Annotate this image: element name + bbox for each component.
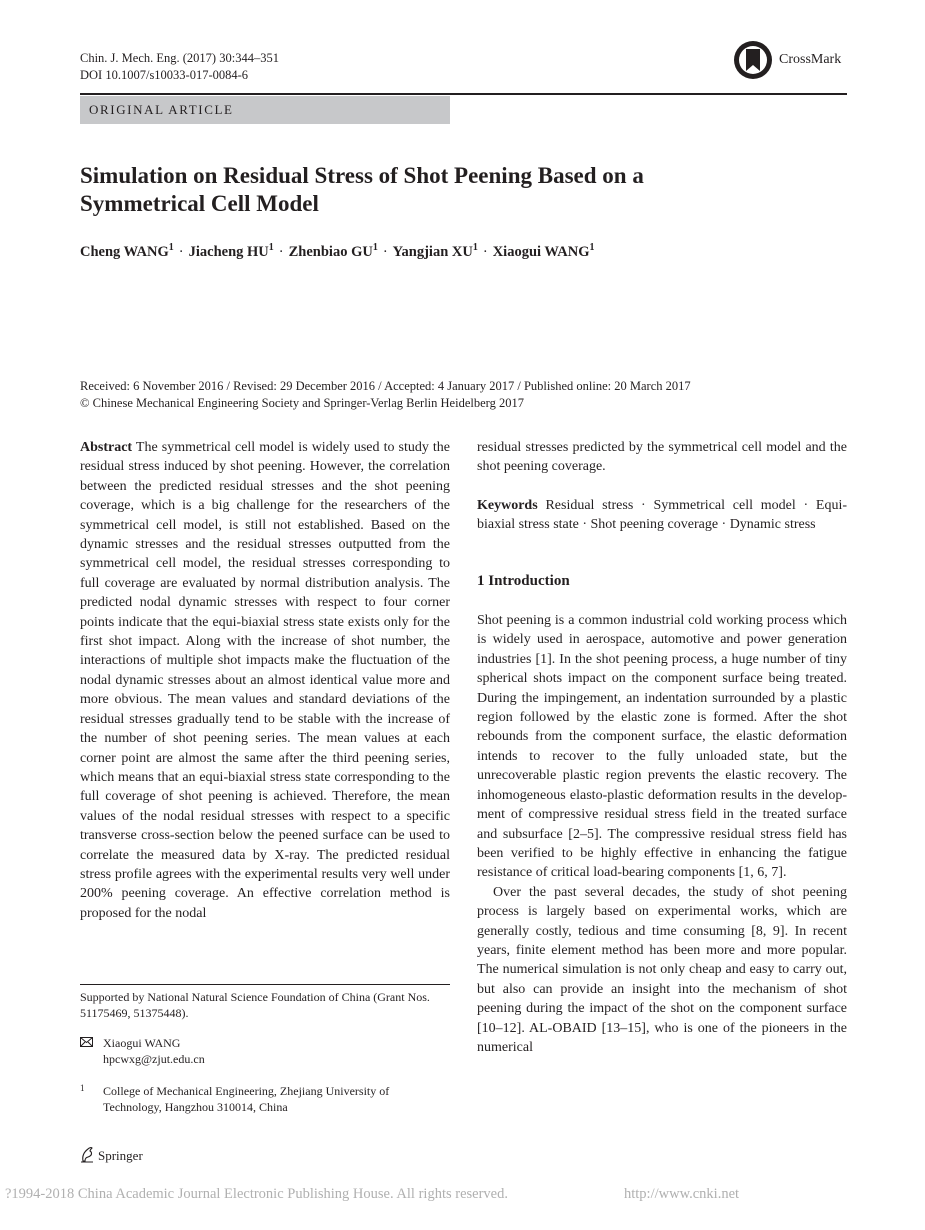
corresponding-email[interactable]: hpcwxg@zjut.edu.cn — [103, 1051, 205, 1066]
keywords — [477, 496, 847, 535]
envelope-icon — [80, 1037, 93, 1047]
corresponding-name: Xiaogui WANG — [103, 1036, 181, 1050]
author-list — [80, 244, 595, 261]
publisher-name: Springer — [98, 1148, 143, 1163]
keywords-label: Keywords — [477, 497, 538, 513]
watermark-url[interactable]: http://www.cnki.net — [624, 1186, 740, 1202]
section-heading: 1 Introduction — [477, 572, 570, 589]
article-type: ORIGINAL ARTICLE — [89, 102, 234, 117]
author[interactable]: Yangjian $XU^1$ — [392, 242, 478, 260]
author-separator: · — [482, 244, 488, 260]
crossmark-badge[interactable] — [733, 40, 853, 82]
affiliation: College of Mechanical Engineering, Zhejiang University of Technology, Hangzhou 310014, China — [103, 1084, 390, 1114]
corresponding-author — [103, 1036, 443, 1067]
author-separator: · — [178, 244, 184, 260]
abstract — [80, 438, 450, 923]
intro-paragraph: Shot peening is a common industrial cold working process which is widely used in aerospace, automotive and power generation industries [1]. In the shot peening process, a huge number of tiny spherical shots impact on the component surface being treated. During the impingement, an indentation surrounded by a plastic region followed by the elastic zone is formed. After the shot rebounds from the component surface, the elastic deformation intends to recover to the fully unloaded state, but the unrecoverable plastic region prevents the elastic recovery. The inhomogeneous elasto-plastic deformation results in the development of compressive residual stress field in the treated surface and subsurface [2–5]. The compressive residual stress field has been verified to be highly effective in enhancing the fatigue resistance of critical load-bearing components [1, 6, 7]. — [477, 613, 847, 881]
author[interactable]: Zhenbiao $GU^1$ — [288, 242, 378, 260]
copyright-line: © Chinese Mechanical Engineering Society and Springer-Verlag Berlin Heidelberg 2017 — [80, 396, 524, 410]
journal-reference: Chin. J. Mech. Eng. (2017) 30:344–351 — [80, 51, 279, 65]
footnote-rule — [80, 984, 450, 985]
crossmark-label: CrossMark — [779, 52, 842, 67]
crossmark-icon — [733, 40, 773, 80]
abstract-label: Abstract — [80, 440, 133, 455]
springer-horse-icon — [80, 1146, 94, 1163]
doi[interactable]: DOI 10.1007/s10033-017-0084-6 — [80, 68, 249, 82]
keywords-text: Residual stress · Symmetrical cell model · Equi-biaxial stress state · Shot peening coverage · Dynamic stress — [477, 497, 847, 533]
intro-paragraph: Over the past several decades, the study of shot peening process is largely based on experimental works, which are generally costly, tedious and time consuming [8, 9]. In recent years, finite element method has been more and more popular. The numerical simulation is not only cheap and easy to carry out, but also can provide an insight into the mechanism of shot peening during the impact of the shot on the component surface [10–12]. AL-OBAID [13–15], who is one of the pioneers in the numerical — [477, 884, 847, 1055]
author-separator: · — [382, 244, 388, 260]
publication-history — [80, 378, 691, 412]
funding-note: Supported by National Natural Science Foundation of China (Grant Nos. 51175469, 51375448). — [80, 990, 430, 1020]
right-column — [477, 438, 847, 1057]
author[interactable]: Jiacheng $HU^1$ — [188, 242, 274, 260]
left-column — [80, 438, 450, 923]
author-separator: · — [278, 244, 284, 260]
paper-title: Simulation on Residual Stress of Shot Peening Based on a Symmetrical Cell Model — [80, 163, 644, 216]
abstract-text: The symmetrical cell model is widely used to study the residual stress induced by shot peening. However, the correlation between the predicted residual stresses and the shot peening coverage, which is a big challenge for the researchers of the symmetrical cell model, is still not established. Based on the dynamic stresses and the residual stresses outputted from the symmetrical cell model, the residual stresses corresponding to full coverage are evaluated by normal distribution analysis. The predicted nodal dynamic stresses with respect to four corner points indicate that the equi-biaxial stress state exists only for the first shot impact. Along with the increase of shot number, the interactions of multiple shot impacts make the fluctuation of the nodal dynamic stresses about an almost identical value more and more obvious. The mean values and standard deviations of the residual stresses gradually tend to be stable with the increase of the number of shot peening series. The mean values at each corner point are almost the same after the third peening series, which means that an equi-biaxial stress state corresponding to the full coverage of shot peening is achieved. Therefore, the mean values of the nodal residual stresses with respect to a specific transverse cross-section below the peened surface can be used to correlate the measured data by X-ray. The predicted residual stress profile agrees with the experimental results very well under 200% peening coverage. An effective correlation method is proposed for the nodal — [80, 440, 451, 921]
article-type-band — [80, 96, 450, 124]
dates-line: Received: 6 November 2016 / Revised: 29 December 2016 / Accepted: 4 January 2017 / Published online: 20 March 2017 — [80, 379, 691, 393]
abstract-continued: residual stresses predicted by the symmetrical cell model and the shot peening coverage. — [477, 440, 847, 475]
author[interactable]: Cheng WANG$^1$ — [80, 242, 174, 260]
header-rule — [80, 93, 847, 95]
journal-citation — [80, 50, 279, 84]
author[interactable]: Xiaogui WANG$^1$ — [492, 242, 595, 260]
watermark-copyright: ?1994-2018 China Academic Journal Electronic Publishing House. All rights reserved. — [5, 1186, 508, 1202]
affiliation-number: 1 — [80, 1083, 85, 1093]
